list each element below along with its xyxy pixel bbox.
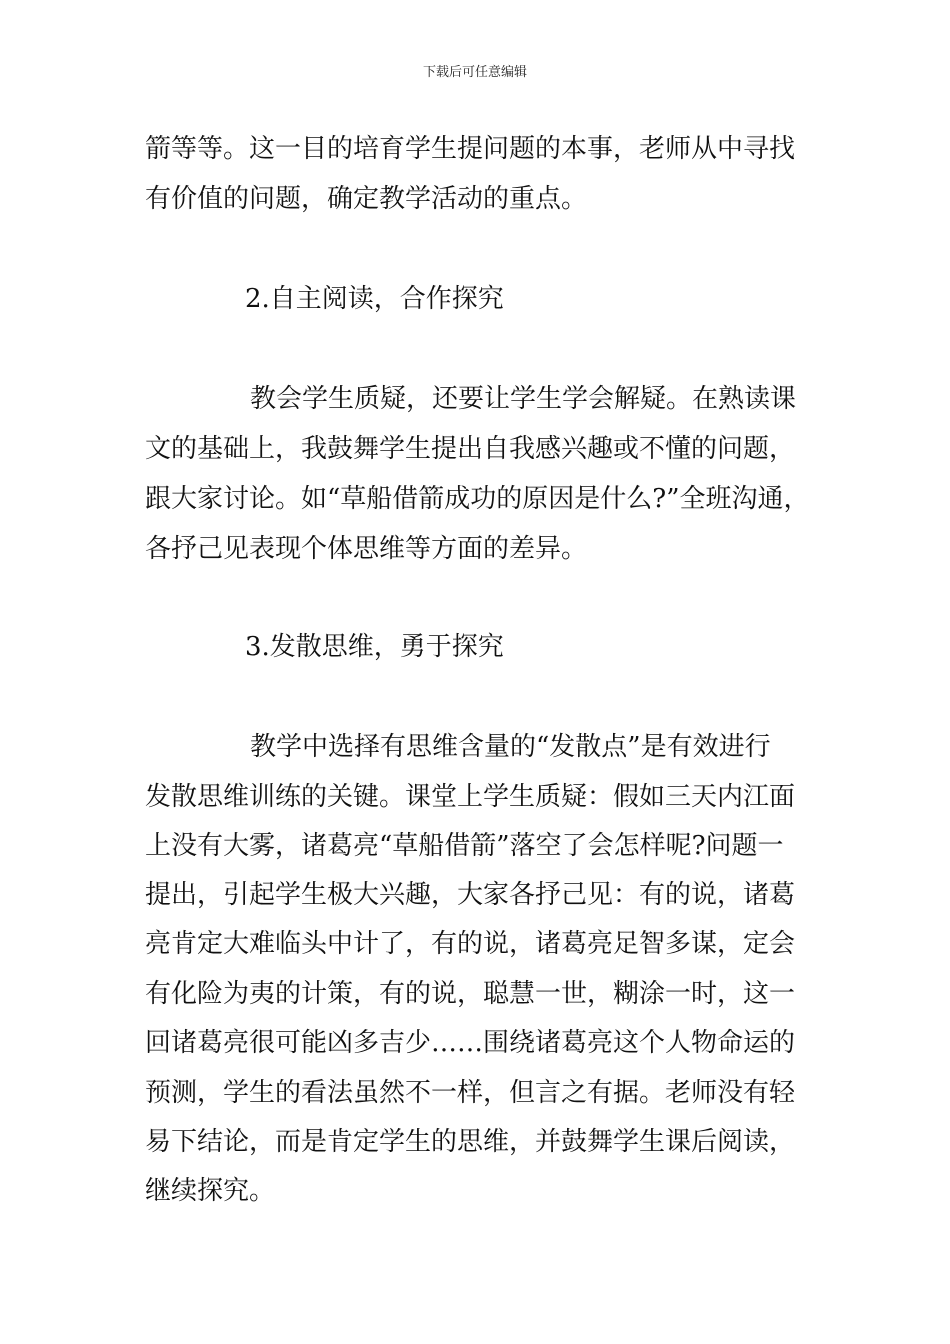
paragraph-1-line-2: 有价值的问题，确定教学活动的重点。	[145, 184, 588, 214]
paragraph-3-line-10: 继续探究。	[145, 1176, 276, 1206]
paragraph-2-line-3: 跟大家讨论。如“草船借箭成功的原因是什么?”全班沟通，	[145, 484, 810, 514]
paragraph-1-line-1: 箭等等。这一目的培育学生提问题的本事，老师从中寻找	[145, 134, 796, 164]
section-heading-3: 3.发散思维，勇于探究	[245, 632, 504, 662]
paragraph-3-line-7: 回诸葛亮很可能凶多吉少……围绕诸葛亮这个人物命运的	[145, 1028, 796, 1058]
paragraph-2-line-1: 教会学生质疑，还要让学生学会解疑。在熟读课	[250, 384, 797, 414]
paragraph-2-line-4: 各抒己见表现个体思维等方面的差异。	[145, 534, 588, 564]
paragraph-3-line-4: 提出，引起学生极大兴趣，大家各抒己见：有的说，诸葛	[145, 880, 796, 910]
paragraph-3-line-5: 亮肯定大难临头中计了，有的说，诸葛亮足智多谋，定会	[145, 929, 796, 959]
paragraph-2-line-2: 文的基础上，我鼓舞学生提出自我感兴趣或不懂的问题，	[145, 434, 796, 464]
paragraph-3-line-6: 有化险为夷的计策，有的说，聪慧一世，糊涂一时，这一	[145, 979, 796, 1009]
paragraph-3-line-1: 教学中选择有思维含量的“发散点”是有效进行	[250, 732, 771, 762]
paragraph-3-line-8: 预测，学生的看法虽然不一样，但言之有据。老师没有轻	[145, 1078, 796, 1108]
paragraph-3-line-3: 上没有大雾，诸葛亮“草船借箭”落空了会怎样呢?问题一	[145, 831, 784, 861]
paragraph-3-line-2: 发散思维训练的关键。课堂上学生质疑：假如三天内江面	[145, 782, 796, 812]
section-heading-2: 2.自主阅读，合作探究	[245, 284, 504, 314]
page-header: 下载后可任意编辑	[422, 65, 527, 80]
paragraph-3-line-9: 易下结论，而是肯定学生的思维，并鼓舞学生课后阅读，	[145, 1127, 796, 1157]
